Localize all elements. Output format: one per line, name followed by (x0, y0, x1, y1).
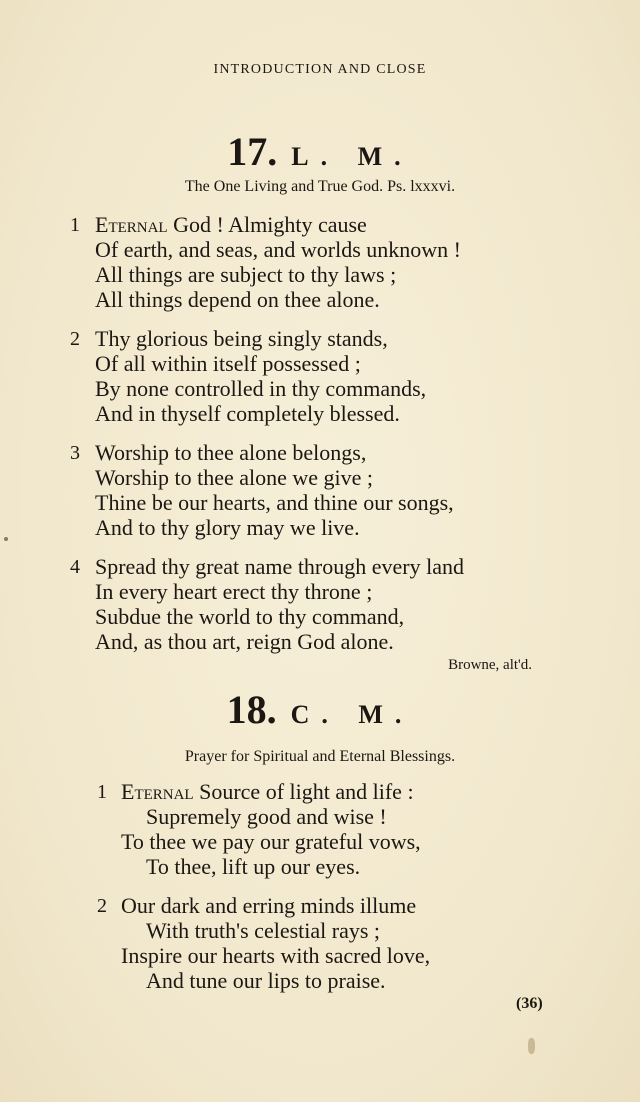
verse-line: Of earth, and seas, and worlds unknown ! (95, 237, 461, 262)
hymn-18-subtitle: Prayer for Spiritual and Eternal Blessings. (184, 748, 456, 765)
verse-line (95, 212, 367, 238)
verse-line: And to thy glory may we live. (95, 515, 360, 540)
hymn-meter: L. M. (291, 142, 413, 171)
verse-line: Supremely good and wise ! (146, 804, 387, 829)
paper-stain (528, 1038, 535, 1054)
hymn-17-title (0, 128, 640, 175)
paper-speck (4, 537, 8, 541)
stanza-number: 2 (97, 895, 107, 917)
verse-line: And tune our lips to praise. (146, 968, 386, 993)
stanza-number: 4 (70, 556, 80, 578)
hymn-number: 18. (226, 687, 277, 732)
verse-line: To thee, lift up our eyes. (146, 854, 361, 879)
verse-line: All things depend on thee alone. (95, 287, 380, 312)
first-line-rest: Source of light and life : (193, 779, 414, 804)
hymn-17-subtitle: The One Living and True God. Ps. lxxxvi. (184, 178, 456, 195)
verse-line: Worship to thee alone belongs, (95, 440, 367, 465)
verse-line: Thy glorious being singly stands, (95, 326, 388, 351)
verse-line: All things are subject to thy laws ; (95, 262, 397, 287)
verse-line: By none controlled in thy commands, (95, 376, 427, 401)
verse-line: Our dark and erring minds illume (121, 893, 417, 918)
first-line-rest: God ! Almighty cause (167, 212, 367, 237)
first-word: Eternal (121, 779, 194, 804)
stanza-number: 2 (70, 328, 80, 350)
stanza-number: 3 (70, 442, 80, 464)
stanza-number: 1 (97, 781, 107, 803)
verse-line: Thine be our hearts, and thine our songs, (95, 490, 454, 515)
stanza-number: 1 (70, 214, 80, 236)
verse-line: With truth's celestial rays ; (146, 918, 381, 943)
verse-line: And, as thou art, reign God alone. (95, 629, 394, 654)
hymn-18-title (0, 686, 640, 733)
verse-line: To thee we pay our grateful vows, (121, 829, 421, 854)
verse-line (121, 779, 414, 805)
verse-line: And in thyself completely blessed. (95, 401, 400, 426)
verse-line: Inspire our hearts with sacred love, (121, 943, 431, 968)
hymn-number: 17. (227, 129, 278, 174)
verse-line: Spread thy great name through every land (95, 554, 464, 579)
first-word: Eternal (95, 212, 168, 237)
attribution: Browne, alt'd. (448, 657, 532, 673)
hymn-meter: C. M. (290, 700, 414, 729)
verse-line: Worship to thee alone we give ; (95, 465, 374, 490)
verse-line: Of all within itself possessed ; (95, 351, 361, 376)
page-number: (36) (516, 995, 543, 1012)
verse-line: Subdue the world to thy command, (95, 604, 405, 629)
verse-line: In every heart erect thy throne ; (95, 579, 373, 604)
running-head: INTRODUCTION AND CLOSE (213, 62, 427, 77)
